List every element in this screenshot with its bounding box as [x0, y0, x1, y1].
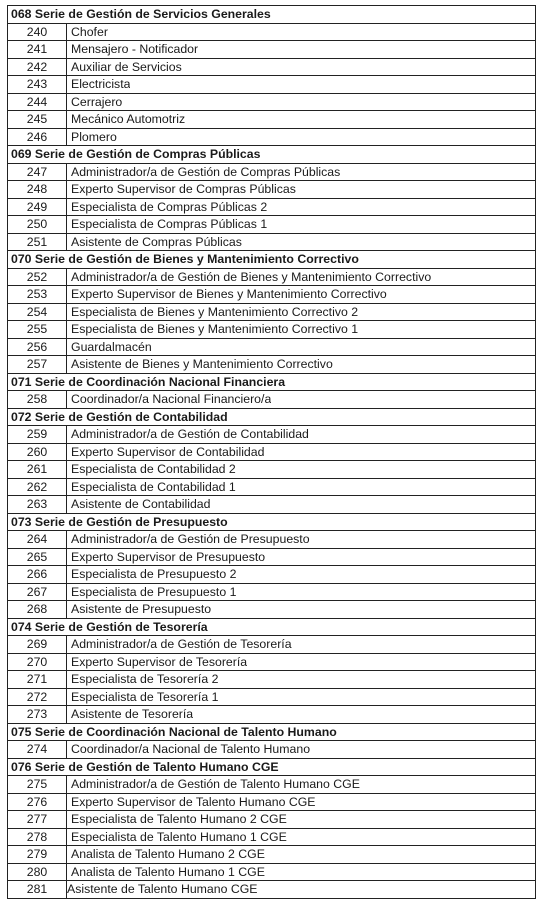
table-row	[8, 59, 536, 77]
table-row	[8, 566, 536, 584]
position-number: 246	[8, 129, 67, 146]
table-row	[8, 461, 536, 479]
position-number: 266	[8, 566, 67, 583]
position-number: 256	[8, 339, 67, 356]
position-number: 241	[8, 41, 67, 58]
position-number: 277	[8, 811, 67, 828]
position-title: Especialista de Talento Humano 2 CGE	[71, 812, 287, 826]
position-title: Cerrajero	[71, 94, 123, 109]
table-row	[8, 216, 536, 234]
table-row	[8, 776, 536, 794]
table-row	[8, 794, 536, 812]
table-row	[8, 601, 536, 619]
series-header-row	[8, 409, 536, 427]
series-header-row	[8, 514, 536, 532]
position-title: Experto Supervisor de Presupuesto	[71, 549, 266, 564]
table-row	[8, 164, 536, 182]
position-number: 258	[8, 391, 67, 408]
position-title: Administrador/a de Gestión de Talento Humano CGE	[71, 777, 360, 791]
table-row	[8, 129, 536, 147]
position-number: 249	[8, 199, 67, 216]
position-title: Especialista de Contabilidad 2	[71, 462, 236, 476]
table-row	[8, 181, 536, 199]
series-title: 071 Serie de Coordinación Nacional Financiera	[11, 374, 286, 389]
series-header-row	[8, 6, 536, 24]
position-title: Especialista de Compras Públicas 1	[71, 217, 268, 231]
position-title: Experto Supervisor de Compras Públicas	[71, 182, 296, 196]
table-row	[8, 496, 536, 514]
position-number: 268	[8, 601, 67, 618]
position-title: Especialista de Compras Públicas 2	[71, 199, 268, 214]
table-row	[8, 479, 536, 497]
position-number: 269	[8, 636, 67, 653]
table-row	[8, 636, 536, 654]
position-title: Especialista de Presupuesto 2	[71, 567, 237, 581]
table-row	[8, 671, 536, 689]
table-row	[8, 864, 536, 882]
position-title: Especialista de Contabilidad 1	[71, 479, 236, 494]
position-title: Experto Supervisor de Bienes y Mantenimiento Correctivo	[71, 287, 387, 301]
position-title: Especialista de Bienes y Mantenimiento Correctivo 2	[71, 304, 359, 319]
position-number: 245	[8, 111, 67, 128]
position-title: Administrador/a de Gestión de Tesorería	[71, 637, 292, 651]
series-title: 076 Serie de Gestión de Talento Humano CGE	[11, 759, 279, 774]
position-number: 240	[8, 24, 67, 41]
position-number: 262	[8, 479, 67, 496]
table-row	[8, 286, 536, 304]
table-row	[8, 41, 536, 59]
position-title: Experto Supervisor de Contabilidad	[71, 444, 265, 459]
position-title: Coordinador/a Nacional Financiero/a	[71, 392, 272, 406]
table-row	[8, 549, 536, 567]
position-title: Administrador/a de Gestión de Contabilidad	[71, 427, 309, 441]
position-number: 242	[8, 59, 67, 76]
series-header-row	[8, 724, 536, 742]
position-title: Auxiliar de Servicios	[71, 59, 182, 74]
position-number: 259	[8, 426, 67, 443]
table-row	[8, 339, 536, 357]
series-header-row	[8, 759, 536, 777]
position-title: Administrador/a de Gestión de Presupuesto	[71, 532, 310, 546]
table-row	[8, 199, 536, 217]
series-header-row	[8, 146, 536, 164]
position-number: 252	[8, 269, 67, 286]
table-row	[8, 689, 536, 707]
series-title: 069 Serie de Gestión de Compras Públicas	[11, 147, 261, 161]
table-row	[8, 94, 536, 112]
table-row	[8, 304, 536, 322]
position-number: 254	[8, 304, 67, 321]
position-number: 253	[8, 286, 67, 303]
table-row	[8, 811, 536, 829]
series-header-row	[8, 619, 536, 637]
position-number: 251	[8, 234, 67, 251]
position-number: 281	[8, 881, 67, 898]
position-number: 275	[8, 776, 67, 793]
position-title: Coordinador/a Nacional de Talento Humano	[71, 742, 311, 756]
position-number: 264	[8, 531, 67, 548]
position-title: Asistente de Compras Públicas	[71, 234, 242, 249]
position-number: 274	[8, 741, 67, 758]
table-row	[8, 741, 536, 759]
series-title: 072 Serie de Gestión de Contabilidad	[11, 409, 228, 424]
position-title: Plomero	[71, 129, 117, 144]
position-number: 280	[8, 864, 67, 881]
position-title: Especialista de Presupuesto 1	[71, 584, 237, 599]
position-title: Asistente de Presupuesto	[71, 602, 212, 616]
position-number: 243	[8, 76, 67, 93]
position-title: Analista de Talento Humano 1 CGE	[71, 864, 265, 879]
series-title: 073 Serie de Gestión de Presupuesto	[11, 514, 228, 529]
position-number: 260	[8, 444, 67, 461]
table-row	[8, 706, 536, 724]
position-title: Electricista	[71, 77, 131, 91]
series-title: 068 Serie de Gestión de Servicios Generales	[11, 7, 271, 21]
position-title: Experto Supervisor de Talento Humano CGE	[71, 794, 316, 809]
position-number: 276	[8, 794, 67, 811]
table-row	[8, 356, 536, 374]
position-title: Especialista de Tesorería 1	[71, 689, 219, 704]
series-title: 074 Serie de Gestión de Tesorería	[11, 619, 208, 634]
series-title: 075 Serie de Coordinación Nacional de Talento Humano	[11, 724, 337, 739]
position-title: Mensajero - Notificador	[71, 42, 199, 56]
position-number: 250	[8, 216, 67, 233]
position-number: 267	[8, 584, 67, 601]
position-title: Especialista de Talento Humano 1 CGE	[71, 829, 287, 844]
table-row	[8, 531, 536, 549]
position-number: 255	[8, 321, 67, 338]
table-row	[8, 584, 536, 602]
table-row	[8, 234, 536, 252]
table-row	[8, 881, 536, 899]
position-title: Especialista de Tesorería 2	[71, 672, 219, 686]
position-number: 278	[8, 829, 67, 846]
position-number: 279	[8, 846, 67, 863]
series-header-row	[8, 251, 536, 269]
position-title: Chofer	[71, 24, 108, 39]
position-title: Administrador/a de Gestión de Compras Públicas	[71, 164, 341, 179]
position-number: 273	[8, 706, 67, 723]
position-number: 272	[8, 689, 67, 706]
position-number: 265	[8, 549, 67, 566]
position-title: Mecánico Automotriz	[71, 112, 186, 126]
position-number: 244	[8, 94, 67, 111]
table-row	[8, 76, 536, 94]
position-title: Asistente de Tesorería	[71, 707, 194, 721]
position-title: Asistente de Bienes y Mantenimiento Correctivo	[71, 357, 333, 371]
table-row	[8, 321, 536, 339]
table-row	[8, 654, 536, 672]
table-row	[8, 846, 536, 864]
position-number: 271	[8, 671, 67, 688]
position-title: Analista de Talento Humano 2 CGE	[71, 847, 265, 861]
position-title: Especialista de Bienes y Mantenimiento Correctivo 1	[71, 322, 359, 336]
position-title: Asistente de Talento Humano CGE	[67, 882, 258, 896]
job-classification-table	[7, 5, 536, 899]
table-row	[8, 24, 536, 42]
table-row	[8, 391, 536, 409]
position-title: Asistente de Contabilidad	[71, 497, 211, 511]
position-number: 248	[8, 181, 67, 198]
table-row	[8, 829, 536, 847]
position-number: 261	[8, 461, 67, 478]
table-row	[8, 444, 536, 462]
position-number: 247	[8, 164, 67, 181]
position-number: 257	[8, 356, 67, 373]
position-number: 270	[8, 654, 67, 671]
series-title: 070 Serie de Gestión de Bienes y Mantenimiento Correctivo	[11, 252, 359, 266]
position-title: Administrador/a de Gestión de Bienes y Mantenimiento Correctivo	[71, 269, 432, 284]
table-row	[8, 269, 536, 287]
table-row	[8, 426, 536, 444]
position-title: Experto Supervisor de Tesorería	[71, 654, 248, 669]
position-title: Guardalmacén	[71, 339, 152, 354]
table-row	[8, 111, 536, 129]
series-header-row	[8, 374, 536, 392]
position-number: 263	[8, 496, 67, 513]
